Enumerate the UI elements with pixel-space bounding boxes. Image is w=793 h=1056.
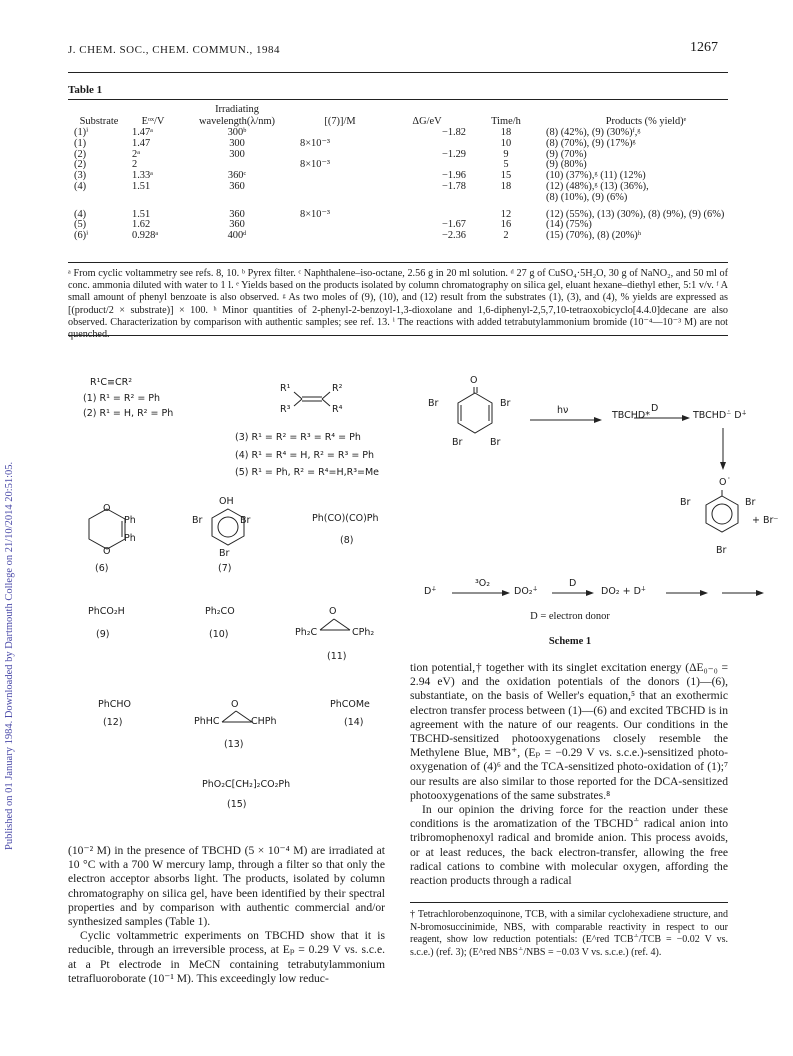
scheme-radical-ion-pair: TBCHD⁻̇ D⁺̇: [693, 410, 747, 421]
tbchd-br-bottom-right: Br: [490, 437, 501, 448]
phenol-br-right: Br: [240, 515, 251, 526]
running-header-journal: J. CHEM. SOC., CHEM. COMMUN., 1984: [68, 44, 280, 56]
epoxide-11-left: Ph₂C: [295, 627, 318, 638]
paragraph: In our opinion the driving force for the reaction under these conditions is the aromatization of the TBCHD⁻̇ radical anion into tribromophenoxyl radical and bromide anion. This process avoids, or at least reduces, the back electron-transfer, allowing the free radical cations to combine with molecular oxygen, affording the reaction products through a radical: [410, 803, 728, 888]
cell-products: (8) (42%), (9) (30%)ᶠ,ᵍ: [546, 127, 641, 138]
page-number: 1267: [690, 40, 718, 55]
col-header: Substrate: [79, 116, 119, 127]
cell-eox: 2: [132, 159, 138, 171]
left-column-text: [68, 844, 385, 986]
scheme-hv-label: hν: [557, 405, 569, 416]
cell-time: 12: [500, 208, 512, 220]
compound-3-def: (3) R¹ = R² = R³ = R⁴ = Ph: [235, 432, 361, 443]
scheme-legend: D = electron donor: [530, 611, 610, 622]
cell-products: (10) (37%),ᵍ (11) (12%): [546, 170, 646, 182]
cell-substrate: (1)ⁱ: [74, 127, 89, 138]
cell-eox: 1.47: [132, 137, 151, 149]
cell-time: 2: [503, 230, 509, 242]
compound-14-label: (14): [344, 717, 364, 728]
compound-5-def: (5) R¹ = Ph, R² = R⁴=H,R³=Me: [235, 467, 380, 478]
cell-time: 9: [503, 148, 509, 160]
cell-dg: −1.67: [441, 219, 466, 231]
compound-10-label: (10): [209, 629, 229, 640]
compound-14-formula: PhCOMe: [330, 699, 370, 710]
cell-products: (14) (75%): [546, 219, 592, 231]
cell-wavelength: 300: [229, 148, 245, 160]
compound-15-label: (15): [227, 799, 247, 810]
cell-eox: 2ᵃ: [132, 148, 141, 160]
cell-products: (9) (70%): [546, 148, 587, 160]
compound-8-formula: Ph(CO)(CO)Ph: [312, 513, 379, 524]
compound-1-def: (1) R¹ = R² = Ph: [83, 393, 161, 404]
tbchd-br-right: Br: [500, 398, 511, 409]
alkene-bond-drawing: [292, 388, 332, 410]
right-footnote: † Tetrachlorobenzoquinone, TCB, with a similar cyclohexadiene structure, and N-bromosuccinimide, NBS, with comparable reactivity in respect to our reagent, show low reduction potentials: (E^red TCB⁻̇/TCB = −0.02 V vs. s.c.e.) (ref. 3); (E^red NBS⁻̇/NBS = −0.03 V vs. s.c.e.) (ref. 4).: [410, 909, 728, 958]
cell-time: 18: [500, 127, 512, 138]
download-watermark-text: Published on 01 January 1984. Downloaded by Dartmouth College on 21/10/2014 20:51:05.: [4, 461, 15, 850]
paragraph: tion potential,† together with its singlet excitation energy (ΔE₀₋₀ = 2.94 eV) and the oxidation potentials of the donors (1)—(6), substantiate, on the basis of Weller's equation,⁵ that an exothermic electron transfer process between (1)—(6) and excited TBCHD is in agreement with the nature of our reagents. Our conditions in the TBCHD-sensitized photooxygenations closely resemble the Methylene Blue, MB⁺, (Eₚ = −0.29 V vs. s.c.e.)-sensitized photo-oxygenation of (4)⁶ and the TCA-sensitized photo-oxidation of (1);⁷ our results are also similar to those reported for the DCA-sensitized photooxygenations of the same substrates.⁸: [410, 661, 728, 802]
arrow-electron-transfer: [634, 414, 690, 422]
cell-dg: −2.36: [441, 230, 466, 242]
col-header: Eᵒˣ/V: [141, 116, 165, 127]
cell-eox: 1.33ᵃ: [132, 170, 154, 182]
cell-wavelength: 300ᵇ: [227, 127, 247, 138]
scheme-d-label-1: D: [651, 403, 659, 414]
cell-eox: 1.51: [132, 180, 151, 192]
phenol-oh: OH: [219, 496, 234, 507]
cell-products: (12) (55%), (13) (30%), (8) (9%), (9) (6%): [546, 208, 725, 220]
right-column-text: [410, 661, 728, 888]
cell-eox: 1.47ᵃ: [132, 127, 154, 138]
epoxide-13-left: PhHC: [194, 716, 220, 727]
alkene-r1: R¹: [280, 383, 291, 394]
compound-10-formula: Ph₂CO: [205, 606, 235, 617]
compound-4-def: (4) R¹ = R⁴ = H, R² = R³ = Ph: [235, 450, 375, 461]
scheme-products: DO₂ + D⁺̇: [601, 586, 646, 597]
arrow-oxygenation: [452, 589, 510, 597]
phenol-br-left: Br: [192, 515, 203, 526]
tbchd-ring-drawing: [450, 387, 500, 439]
cell-products: (8) (10%), (9) (6%): [546, 191, 628, 203]
cell-wavelength: 360: [229, 180, 245, 192]
cell-wavelength: 360: [229, 208, 245, 220]
col-header: [(7)]/M: [324, 116, 356, 127]
compound-9-label: (9): [96, 629, 110, 640]
compound-2-def: (2) R¹ = H, R² = Ph: [83, 408, 174, 419]
cell-products: (12) (48%),ᵍ (13) (36%),: [546, 180, 649, 192]
ring-ph-top: Ph: [124, 515, 136, 526]
scheme-d-label-2: D: [569, 578, 577, 589]
epoxide-11-oxygen: O: [329, 606, 337, 617]
epoxide-13-right: CHPh: [251, 716, 277, 727]
epoxide-13-oxygen: O: [231, 699, 239, 710]
cell-wavelength: 360: [229, 219, 245, 231]
ring-ph-bottom: Ph: [124, 533, 136, 544]
phenoxyl-oxygen: O˙: [719, 477, 732, 488]
cell-wavelength: 400ᵈ: [227, 230, 247, 242]
compound-11-label: (11): [327, 651, 347, 662]
cell-dg: −1.78: [441, 180, 466, 192]
cell-substrate: (6)ⁱ: [74, 230, 89, 242]
cell-substrate: (4): [74, 180, 87, 192]
cell-conc: 8×10⁻³: [300, 137, 331, 149]
cell-eox: 1.51: [132, 208, 151, 220]
tbchd-br-bottom-left: Br: [452, 437, 463, 448]
arrow-loop-end: [722, 589, 764, 597]
arrow-loop: [666, 589, 708, 597]
alkene-r4: R⁴: [332, 404, 343, 415]
alkene-r2: R²: [332, 383, 343, 394]
table-footnotes: ᵃ From cyclic voltammetry see refs. 8, 10. ᵇ Pyrex filter. ᶜ Naphthalene–iso-octane, 2.56 g in 20 ml solution. ᵈ 27 g of CuSO₄·5H₂O, 30 g of NaNO₂, and 50 ml of conc. ammonia diluted with water to 1 l. ᵉ Yields based on the products isolated by column chromatography on silica gel, eluant hexane–diethyl ether, 5:1 v/v. ᶠ A small amount of phenyl benzoate is also observed. ᵍ As two moles of (9), (10), and (12) result from the substrates (1), (3), and (4), % yields are expressed as [(product/2 × substrate)] × 100. ʰ Minor quantities of 2-phenyl-2-benzoyl-1,3-dioxolane and 1,6-diphenyl-2,5,7,10-tetraoxobicyclo[4.4.0]decane are also observed. Characterization by comparison with authentic samples; see ref. 13. ⁱ The reactions with added tetrabutylammonium bromide (10⁻⁴—10⁻³ M) are not quenched.: [68, 268, 728, 341]
cell-substrate: (4): [74, 208, 87, 220]
ring-oxygen-top: O: [103, 503, 111, 514]
cell-time: 16: [500, 219, 512, 231]
col-header: Time/h: [491, 116, 521, 127]
cell-time: 15: [500, 170, 512, 182]
phenol-br-bottom: Br: [219, 548, 230, 559]
cell-products: (9) (80%): [546, 159, 587, 171]
scheme-tbchd-excited: TBCHD*: [612, 410, 650, 421]
compound-6-label: (6): [95, 563, 109, 574]
compound-13-label: (13): [224, 739, 244, 750]
paragraph: Cyclic voltammetric experiments on TBCHD show that it is reducible, through an irreversible process, at Eₚ = 0.29 V vs. s.c.e. at a Pt electrode in MeCN containing tetrabutylammonium tetrafluoroborate (10⁻¹ M). This exceedingly low reduc-: [68, 929, 385, 985]
alkene-r3: R³: [280, 404, 291, 415]
cell-substrate: (5): [74, 219, 87, 231]
cell-conc: 8×10⁻³: [300, 159, 331, 171]
cell-time: 18: [500, 180, 512, 192]
compound-12-label: (12): [103, 717, 123, 728]
arrow-chain: [552, 589, 594, 597]
phenoxyl-br-right: Br: [745, 497, 756, 508]
cell-eox: 1.62: [132, 219, 151, 231]
col-header: ΔG/eV: [412, 116, 442, 127]
compound-8-label: (8): [340, 535, 354, 546]
col-header: Irradiating wavelength(λ/nm): [198, 104, 276, 127]
phenoxyl-br-left: Br: [680, 497, 691, 508]
cell-eox: 0.928ᵃ: [132, 230, 159, 242]
arrow-hv: [530, 416, 602, 424]
scheme-caption: Scheme 1: [548, 636, 592, 647]
cell-dg: −1.82: [441, 127, 466, 138]
tbchd-oxygen: O: [470, 375, 478, 386]
phenol-ring-drawing: [208, 507, 251, 547]
cell-wavelength: 360ᶜ: [227, 170, 247, 182]
cell-time: 10: [500, 137, 512, 149]
cell-conc: 8×10⁻³: [300, 208, 331, 220]
col-header: Products (% yield)ᵉ: [605, 116, 687, 127]
compound-7-label: (7): [218, 563, 232, 574]
cell-products: (8) (70%), (9) (17%)ᵍ: [546, 137, 636, 149]
compound-9-formula: PhCO₂H: [88, 606, 125, 617]
alkyne-formula: R¹C≡CR²: [90, 377, 133, 388]
cell-substrate: (2): [74, 159, 87, 171]
tbchd-br-left: Br: [428, 398, 439, 409]
cell-wavelength: 300: [229, 137, 245, 149]
footnote-rule: [410, 902, 728, 903]
arrow-down: [719, 428, 727, 470]
ring-oxygen-bottom: O: [103, 546, 111, 557]
bromide-anion: + Br⁻: [752, 515, 779, 526]
epoxide-11-right: CPh₂: [352, 627, 375, 638]
cell-time: 5: [503, 159, 509, 171]
paragraph: (10⁻² M) in the presence of TBCHD (5 × 10⁻⁴ M) are irradiated at 10 °C with a 700 W mercury lamp, through a filter so that only the electron acceptor absorbs light. The products, isolated by column chromatography on silica gel, have been identified by their spectral properties and by comparison with authentic commercial and/or synthesized samples (Table 1).: [68, 844, 385, 929]
compound-12-formula: PhCHO: [98, 699, 132, 710]
phenoxyl-br-bottom: Br: [716, 545, 727, 556]
cell-substrate: (1): [74, 137, 87, 149]
cell-products: (15) (70%), (8) (20%)ʰ: [546, 230, 642, 242]
scheme-do2-cation: DO₂⁺̇: [514, 586, 538, 597]
table-title: Table 1: [68, 84, 103, 96]
cell-substrate: (3): [74, 170, 87, 182]
phenoxyl-ring-drawing: [700, 490, 744, 536]
scheme-triplet-oxygen: ³O₂: [475, 578, 491, 589]
compound-15-formula: PhO₂C[CH₂]₂CO₂Ph: [202, 779, 291, 790]
scheme-donor-cation: D⁺̇: [424, 586, 437, 597]
cell-dg: −1.29: [441, 148, 466, 160]
cell-dg: −1.96: [441, 170, 466, 182]
cell-substrate: (2): [74, 148, 87, 160]
